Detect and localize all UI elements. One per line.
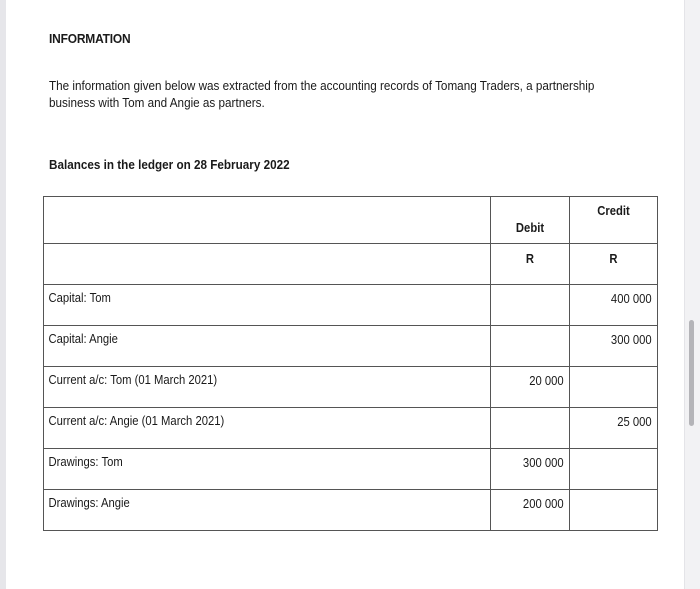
- scrollbar-thumb[interactable]: [689, 320, 694, 426]
- debit-currency-label: R: [525, 252, 535, 266]
- row-description: Current a/c: Tom (01 March 2021): [48, 373, 218, 387]
- header-description-cell: [44, 197, 491, 244]
- header-debit-cell: [491, 197, 570, 244]
- ledger-balances-table: [43, 196, 658, 531]
- ledger-title: Balances in the ledger on 28 February 2022: [49, 157, 290, 172]
- table-row: [44, 490, 658, 531]
- row-description: Drawings: Angie: [48, 496, 130, 510]
- table-row: [44, 326, 658, 367]
- row-debit: [499, 408, 569, 415]
- section-heading: INFORMATION: [49, 31, 131, 46]
- row-credit: 400 000: [610, 292, 652, 306]
- currency-row: [44, 244, 658, 285]
- table-row: [44, 408, 658, 449]
- table-row: [44, 449, 658, 490]
- row-description: Capital: Tom: [48, 291, 111, 305]
- table-header-row: [44, 197, 658, 244]
- row-debit: 200 000: [522, 497, 564, 511]
- row-credit: [579, 490, 657, 497]
- row-description: Capital: Angie: [48, 332, 118, 346]
- intro-paragraph: The information given below was extracted from the accounting records of Tomang Traders, a partnership business with Tom and Angie as partners.: [49, 78, 595, 110]
- row-description: Drawings: Tom: [48, 455, 123, 469]
- left-page-edge: [0, 0, 6, 589]
- credit-header: Credit: [597, 204, 630, 218]
- row-debit: [499, 285, 569, 292]
- row-debit: 20 000: [529, 374, 564, 388]
- header-credit-cell: [570, 197, 658, 244]
- row-credit: 25 000: [617, 415, 652, 429]
- row-credit: [579, 449, 657, 456]
- table-row: [44, 367, 658, 408]
- row-credit: [579, 367, 657, 374]
- row-debit: 300 000: [522, 456, 564, 470]
- row-description: Current a/c: Angie (01 March 2021): [48, 414, 225, 428]
- row-debit: [499, 326, 569, 333]
- row-credit: 300 000: [610, 333, 652, 347]
- credit-currency-label: R: [609, 252, 618, 266]
- debit-header: Debit: [515, 221, 545, 235]
- scrollbar-track[interactable]: [684, 0, 700, 589]
- table-row: [44, 285, 658, 326]
